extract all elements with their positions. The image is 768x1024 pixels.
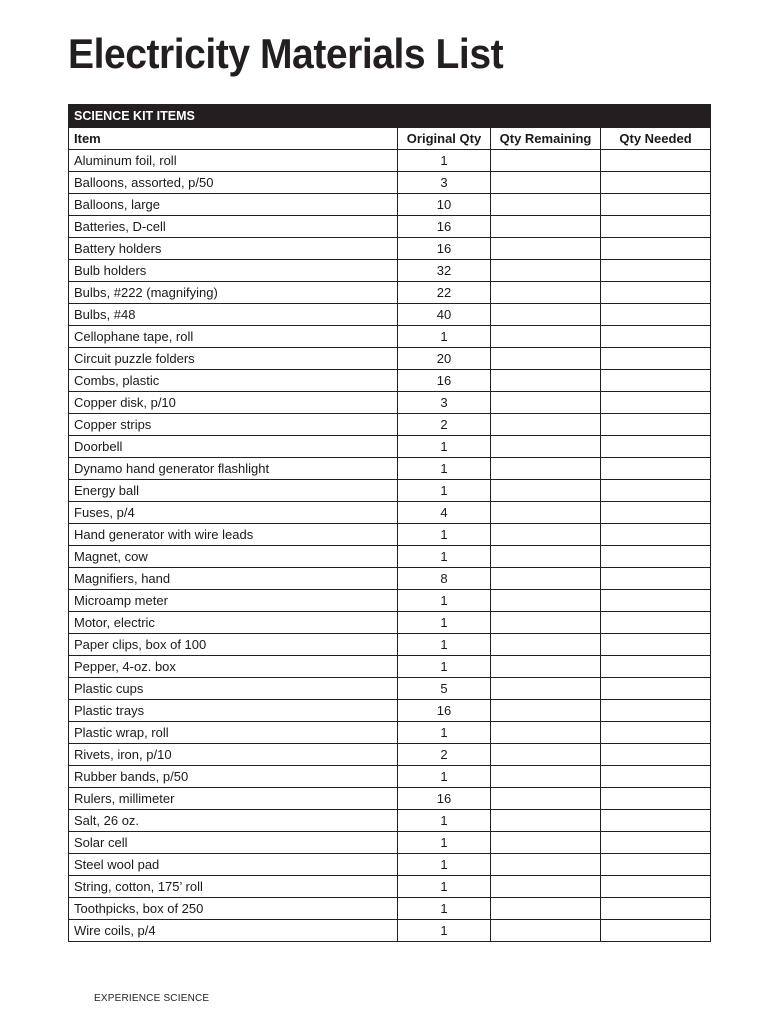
qty-needed-cell[interactable] <box>601 722 711 744</box>
qty-remaining-cell[interactable] <box>491 216 601 238</box>
item-cell: Microamp meter <box>69 590 398 612</box>
qty-needed-cell[interactable] <box>601 172 711 194</box>
original-qty-cell: 16 <box>398 216 491 238</box>
column-header-item: Item <box>69 128 398 150</box>
original-qty-cell: 1 <box>398 480 491 502</box>
qty-needed-cell[interactable] <box>601 612 711 634</box>
item-cell: Steel wool pad <box>69 854 398 876</box>
item-cell: Battery holders <box>69 238 398 260</box>
table-row <box>69 898 711 920</box>
qty-needed-cell[interactable] <box>601 678 711 700</box>
qty-remaining-cell[interactable] <box>491 590 601 612</box>
qty-remaining-cell[interactable] <box>491 150 601 172</box>
original-qty-cell: 2 <box>398 414 491 436</box>
qty-remaining-cell[interactable] <box>491 656 601 678</box>
footer-label: EXPERIENCE SCIENCE <box>94 993 210 1004</box>
qty-needed-cell[interactable] <box>601 348 711 370</box>
table-row <box>69 282 711 304</box>
original-qty-cell: 16 <box>398 370 491 392</box>
item-cell: Solar cell <box>69 832 398 854</box>
original-qty-cell: 16 <box>398 700 491 722</box>
qty-remaining-cell[interactable] <box>491 524 601 546</box>
qty-needed-cell[interactable] <box>601 854 711 876</box>
qty-needed-cell[interactable] <box>601 282 711 304</box>
qty-remaining-cell[interactable] <box>491 304 601 326</box>
qty-remaining-cell[interactable] <box>491 744 601 766</box>
item-cell: Aluminum foil, roll <box>69 150 398 172</box>
table-row <box>69 722 711 744</box>
item-cell: Wire coils, p/4 <box>69 920 398 942</box>
qty-needed-cell[interactable] <box>601 546 711 568</box>
original-qty-cell: 1 <box>398 590 491 612</box>
qty-remaining-cell[interactable] <box>491 326 601 348</box>
original-qty-cell: 1 <box>398 546 491 568</box>
qty-remaining-cell[interactable] <box>491 920 601 942</box>
item-cell: Batteries, D-cell <box>69 216 398 238</box>
qty-remaining-cell[interactable] <box>491 480 601 502</box>
qty-remaining-cell[interactable] <box>491 766 601 788</box>
item-cell: Motor, electric <box>69 612 398 634</box>
qty-needed-cell[interactable] <box>601 744 711 766</box>
original-qty-cell: 1 <box>398 810 491 832</box>
table-row <box>69 304 711 326</box>
original-qty-cell: 16 <box>398 238 491 260</box>
original-qty-cell: 8 <box>398 568 491 590</box>
table-row <box>69 436 711 458</box>
table-row <box>69 568 711 590</box>
column-header-qty-remaining: Qty Remaining <box>491 128 601 150</box>
column-header-original-qty: Original Qty <box>398 128 491 150</box>
qty-remaining-cell[interactable] <box>491 876 601 898</box>
original-qty-cell: 1 <box>398 832 491 854</box>
table-body <box>69 150 711 942</box>
table-row <box>69 502 711 524</box>
qty-needed-cell[interactable] <box>601 700 711 722</box>
qty-needed-cell[interactable] <box>601 832 711 854</box>
qty-remaining-cell[interactable] <box>491 678 601 700</box>
table-row <box>69 370 711 392</box>
qty-remaining-cell[interactable] <box>491 282 601 304</box>
item-cell: Dynamo hand generator flashlight <box>69 458 398 480</box>
qty-needed-cell[interactable] <box>601 766 711 788</box>
original-qty-cell: 2 <box>398 744 491 766</box>
item-cell: Circuit puzzle folders <box>69 348 398 370</box>
section-header-row <box>69 105 711 128</box>
qty-needed-cell[interactable] <box>601 216 711 238</box>
column-header-qty-needed: Qty Needed <box>601 128 711 150</box>
table-row <box>69 414 711 436</box>
original-qty-cell: 1 <box>398 524 491 546</box>
table-row <box>69 238 711 260</box>
item-cell: Cellophane tape, roll <box>69 326 398 348</box>
item-cell: Magnet, cow <box>69 546 398 568</box>
table-row <box>69 216 711 238</box>
original-qty-cell: 10 <box>398 194 491 216</box>
table-row <box>69 458 711 480</box>
table-row <box>69 656 711 678</box>
table-row <box>69 392 711 414</box>
original-qty-cell: 1 <box>398 612 491 634</box>
qty-remaining-cell[interactable] <box>491 172 601 194</box>
original-qty-cell: 1 <box>398 722 491 744</box>
table-row <box>69 546 711 568</box>
qty-remaining-cell[interactable] <box>491 568 601 590</box>
item-cell: Plastic trays <box>69 700 398 722</box>
table-row <box>69 348 711 370</box>
qty-needed-cell[interactable] <box>601 810 711 832</box>
item-cell: Magnifiers, hand <box>69 568 398 590</box>
table-row <box>69 854 711 876</box>
qty-needed-cell[interactable] <box>601 656 711 678</box>
qty-needed-cell[interactable] <box>601 634 711 656</box>
item-cell: Toothpicks, box of 250 <box>69 898 398 920</box>
original-qty-cell: 1 <box>398 920 491 942</box>
original-qty-cell: 40 <box>398 304 491 326</box>
item-cell: Pepper, 4-oz. box <box>69 656 398 678</box>
qty-remaining-cell[interactable] <box>491 634 601 656</box>
original-qty-cell: 1 <box>398 326 491 348</box>
qty-needed-cell[interactable] <box>601 876 711 898</box>
qty-needed-cell[interactable] <box>601 414 711 436</box>
item-cell: Plastic cups <box>69 678 398 700</box>
item-cell: Balloons, large <box>69 194 398 216</box>
item-cell: Rubber bands, p/50 <box>69 766 398 788</box>
qty-remaining-cell[interactable] <box>491 348 601 370</box>
qty-remaining-cell[interactable] <box>491 612 601 634</box>
qty-remaining-cell[interactable] <box>491 898 601 920</box>
qty-remaining-cell[interactable] <box>491 260 601 282</box>
qty-needed-cell[interactable] <box>601 524 711 546</box>
table-row <box>69 678 711 700</box>
item-cell: Balloons, assorted, p/50 <box>69 172 398 194</box>
qty-remaining-cell[interactable] <box>491 854 601 876</box>
page-title: Electricity Materials List <box>68 30 504 77</box>
item-cell: Hand generator with wire leads <box>69 524 398 546</box>
item-cell: Bulbs, #48 <box>69 304 398 326</box>
qty-needed-cell[interactable] <box>601 590 711 612</box>
qty-needed-cell[interactable] <box>601 238 711 260</box>
item-cell: Rulers, millimeter <box>69 788 398 810</box>
section-header: SCIENCE KIT ITEMS <box>69 105 711 128</box>
qty-needed-cell[interactable] <box>601 568 711 590</box>
table-row <box>69 612 711 634</box>
column-header-row <box>69 128 711 150</box>
item-cell: Fuses, p/4 <box>69 502 398 524</box>
qty-needed-cell[interactable] <box>601 436 711 458</box>
table-row <box>69 524 711 546</box>
original-qty-cell: 32 <box>398 260 491 282</box>
original-qty-cell: 1 <box>398 150 491 172</box>
table-row <box>69 194 711 216</box>
original-qty-cell: 16 <box>398 788 491 810</box>
original-qty-cell: 3 <box>398 392 491 414</box>
item-cell: Copper disk, p/10 <box>69 392 398 414</box>
item-cell: Salt, 26 oz. <box>69 810 398 832</box>
qty-needed-cell[interactable] <box>601 260 711 282</box>
qty-remaining-cell[interactable] <box>491 722 601 744</box>
table-row <box>69 480 711 502</box>
qty-needed-cell[interactable] <box>601 458 711 480</box>
table-row <box>69 634 711 656</box>
qty-remaining-cell[interactable] <box>491 370 601 392</box>
qty-remaining-cell[interactable] <box>491 788 601 810</box>
qty-remaining-cell[interactable] <box>491 700 601 722</box>
original-qty-cell: 1 <box>398 854 491 876</box>
original-qty-cell: 1 <box>398 898 491 920</box>
qty-needed-cell[interactable] <box>601 194 711 216</box>
qty-remaining-cell[interactable] <box>491 810 601 832</box>
original-qty-cell: 22 <box>398 282 491 304</box>
qty-needed-cell[interactable] <box>601 326 711 348</box>
original-qty-cell: 1 <box>398 458 491 480</box>
qty-needed-cell[interactable] <box>601 304 711 326</box>
qty-remaining-cell[interactable] <box>491 546 601 568</box>
table-row <box>69 810 711 832</box>
item-cell: Bulb holders <box>69 260 398 282</box>
table-row <box>69 326 711 348</box>
table-row <box>69 832 711 854</box>
table-row <box>69 744 711 766</box>
original-qty-cell: 5 <box>398 678 491 700</box>
qty-remaining-cell[interactable] <box>491 502 601 524</box>
original-qty-cell: 1 <box>398 436 491 458</box>
item-cell: Bulbs, #222 (magnifying) <box>69 282 398 304</box>
qty-needed-cell[interactable] <box>601 502 711 524</box>
table-row <box>69 172 711 194</box>
item-cell: String, cotton, 175’ roll <box>69 876 398 898</box>
original-qty-cell: 1 <box>398 766 491 788</box>
qty-remaining-cell[interactable] <box>491 414 601 436</box>
qty-needed-cell[interactable] <box>601 370 711 392</box>
original-qty-cell: 1 <box>398 876 491 898</box>
item-cell: Doorbell <box>69 436 398 458</box>
table-row <box>69 700 711 722</box>
table-row <box>69 788 711 810</box>
table-row <box>69 260 711 282</box>
original-qty-cell: 20 <box>398 348 491 370</box>
item-cell: Copper strips <box>69 414 398 436</box>
qty-needed-cell[interactable] <box>601 392 711 414</box>
qty-remaining-cell[interactable] <box>491 458 601 480</box>
original-qty-cell: 1 <box>398 634 491 656</box>
qty-remaining-cell[interactable] <box>491 832 601 854</box>
table-row <box>69 876 711 898</box>
qty-needed-cell[interactable] <box>601 920 711 942</box>
table-row <box>69 766 711 788</box>
table-row <box>69 920 711 942</box>
original-qty-cell: 1 <box>398 656 491 678</box>
item-cell: Combs, plastic <box>69 370 398 392</box>
materials-table <box>68 104 711 942</box>
qty-needed-cell[interactable] <box>601 150 711 172</box>
qty-needed-cell[interactable] <box>601 898 711 920</box>
qty-needed-cell[interactable] <box>601 788 711 810</box>
qty-remaining-cell[interactable] <box>491 436 601 458</box>
qty-needed-cell[interactable] <box>601 480 711 502</box>
original-qty-cell: 3 <box>398 172 491 194</box>
item-cell: Plastic wrap, roll <box>69 722 398 744</box>
qty-remaining-cell[interactable] <box>491 238 601 260</box>
item-cell: Paper clips, box of 100 <box>69 634 398 656</box>
item-cell: Energy ball <box>69 480 398 502</box>
qty-remaining-cell[interactable] <box>491 392 601 414</box>
qty-remaining-cell[interactable] <box>491 194 601 216</box>
item-cell: Rivets, iron, p/10 <box>69 744 398 766</box>
table-row <box>69 590 711 612</box>
table-row <box>69 150 711 172</box>
original-qty-cell: 4 <box>398 502 491 524</box>
